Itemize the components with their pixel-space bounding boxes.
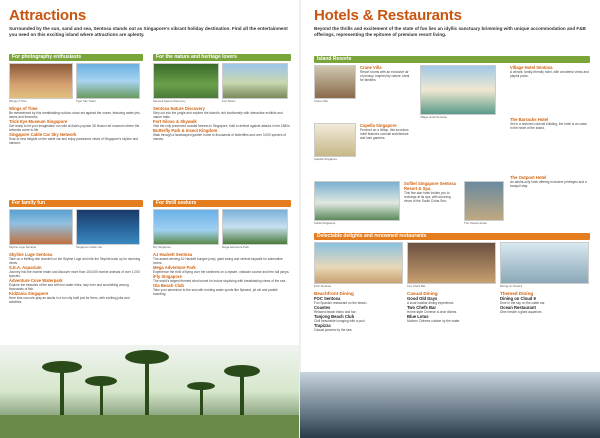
photo-image (222, 209, 288, 245)
photo-image (9, 63, 73, 99)
section-header: Delectable delights and renowned restaurants (314, 233, 590, 240)
page-title: Attractions (9, 7, 86, 24)
photo-image (9, 209, 73, 245)
marina-image (300, 372, 600, 438)
page-title: Hotels & Restaurants (314, 7, 462, 24)
intro-text: Surrounded by the sun, sand and sea, Sentosa stands out as Singapore's vibrant holiday destination. Find all the entertainment you need on this exciting island where attractions are aplenty. (9, 26, 288, 37)
nature-section: For the nature and heritage lovers Sentosa Nature Discovery Fort Siloso Sentosa Nature Discovery Step out into the jungle and explore the island's rich biodiversity with interactive exhibits and nature trails. Fort Siloso & Skywalk Visit the only preserved coastal fortress in Singapore, built to defend against attacks in the 1880s. Butterfly Park & Insect Kingdom Walk through a landscaped garden home to thousands of butterflies and over 3,000 species of insects. (153, 54, 291, 142)
section-header: Island Resorts (314, 56, 590, 63)
photo-image (420, 65, 496, 115)
section-header: For family fun (9, 200, 143, 207)
photo-image (153, 209, 219, 245)
photo-image (314, 242, 403, 284)
photo-image (222, 63, 288, 99)
palm-illustration (0, 345, 300, 438)
photo-image (464, 181, 504, 221)
photo-image (76, 209, 140, 245)
dining-section: Delectable delights and renowned restaurants FOC Sentosa Two Chefs Bar Dining on Cloud 9 Beachfront Dining FOC Sentosa Fun Spanish restaurant on the beach. Coastes Relaxed beach bistro and bar. Tanjong Beach Club Chill beachside lounging with a pool. Trapizza Casual pizzeria by the sea. Casual Dining Good Old Days A local hawker dining experience. Two Chefs Bar Home-style Chinese zi-char dishes. Blue Lotus Modern Chinese cuisine by the water. Themed Dining Dining on Cloud 9 Dine in the sky on the cable car. Ocean Restaurant Dine beside a giant aquarium. (314, 233, 590, 332)
section-header: For thrill seekers (153, 200, 291, 207)
photo-image (500, 242, 589, 284)
photo-image (153, 63, 219, 99)
section-header: For the nature and heritage lovers (153, 54, 291, 61)
section-header: For photography enthusiasts (9, 54, 143, 61)
island-resorts-section: Island Resorts Crane Villa Capella Singapore Sofitel Singapore Crane Villa Resort rooms with an exclusive air of privacy. Inspired by nature, ideal for families. Capella Singapore Perched on a hilltop, this luxurious hotel features colonial architecture and lush gardens. Sofitel Singapore Sentosa Resort & Spa This five-star hotel invites you to recharge at its spa, with stunning views of the South China Sea. Village Hotel Sentosa The Outpost Hotel Village Hotel Sentosa A vibrant, family-friendly hotel, with wonderful views and playful pools. The Barracks Hotel Set in a restored colonial building, the hotel is an oasis in the heart of the island. The Outpost Hotel An adults-only hotel offering exclusive privileges and a tranquil stay. (314, 56, 589, 225)
family-section: For family fun Skyline Luge Sentosa Singapore Cable Car Skyline Luge Sentosa Take on a thrilling ride downhill on the Skyline Luge and ride the Skyride back up for stunning views. S.E.A. Aquarium Journey into the marine realm and discover more than 100,000 marine animals of over 1,000 species. Adventure Cove Waterpark Explore the beauties of the sea with fun water rides, lazy river and snorkelling among thousands of fish. KidZania Singapore Here kids can role-play as adults in a fun city built just for them, with exciting jobs and activities. (9, 200, 143, 304)
intro-text: Beyond the thrills and excitement of the state of fun lies an idyllic sanctuary brimming with unique accommodation and F&B offerings, representing the epitome of premium resort living. (314, 26, 586, 37)
photo-image (76, 63, 140, 99)
hotels-page (300, 0, 600, 438)
photo-image (407, 242, 496, 284)
photo-image (314, 123, 356, 157)
resort-image (0, 345, 300, 438)
photo-section: For photography enthusiasts Wings of Time Tiger Sky Tower Wings of Time Be mesmerised by this breathtaking outdoor show set against the ocean, featuring water jets, lasers and fireworks. Trick Eye Museum Singapore Get ready to let your imagination run wild at Asia's popular 3D illusion art museum where the artworks come to life. Singapore Cable Car Sky Network Soar to new heights on the cable car and enjoy panoramic views of Singapore's skyline and harbour. (9, 54, 143, 145)
photo-image (314, 65, 356, 99)
thrill-section: For thrill seekers iFly Singapore Mega Adventure Park AJ Hackett Sentosa The award-winning AJ Hackett bungee jump, giant swing and vertical skywalk for adrenaline lovers. Mega Adventure Park Experience the thrill of flying over the rainforest on a zipwire, obstacle course and free-fall jumps. iFly Singapore The world's largest themed wind tunnel for indoor skydiving with breathtaking views of the sea. Ola Beach Club Take your adventure to the sea with exciting water sports like flyboard, jet ski and paddle boarding. (153, 200, 290, 297)
photo-image (314, 181, 400, 221)
